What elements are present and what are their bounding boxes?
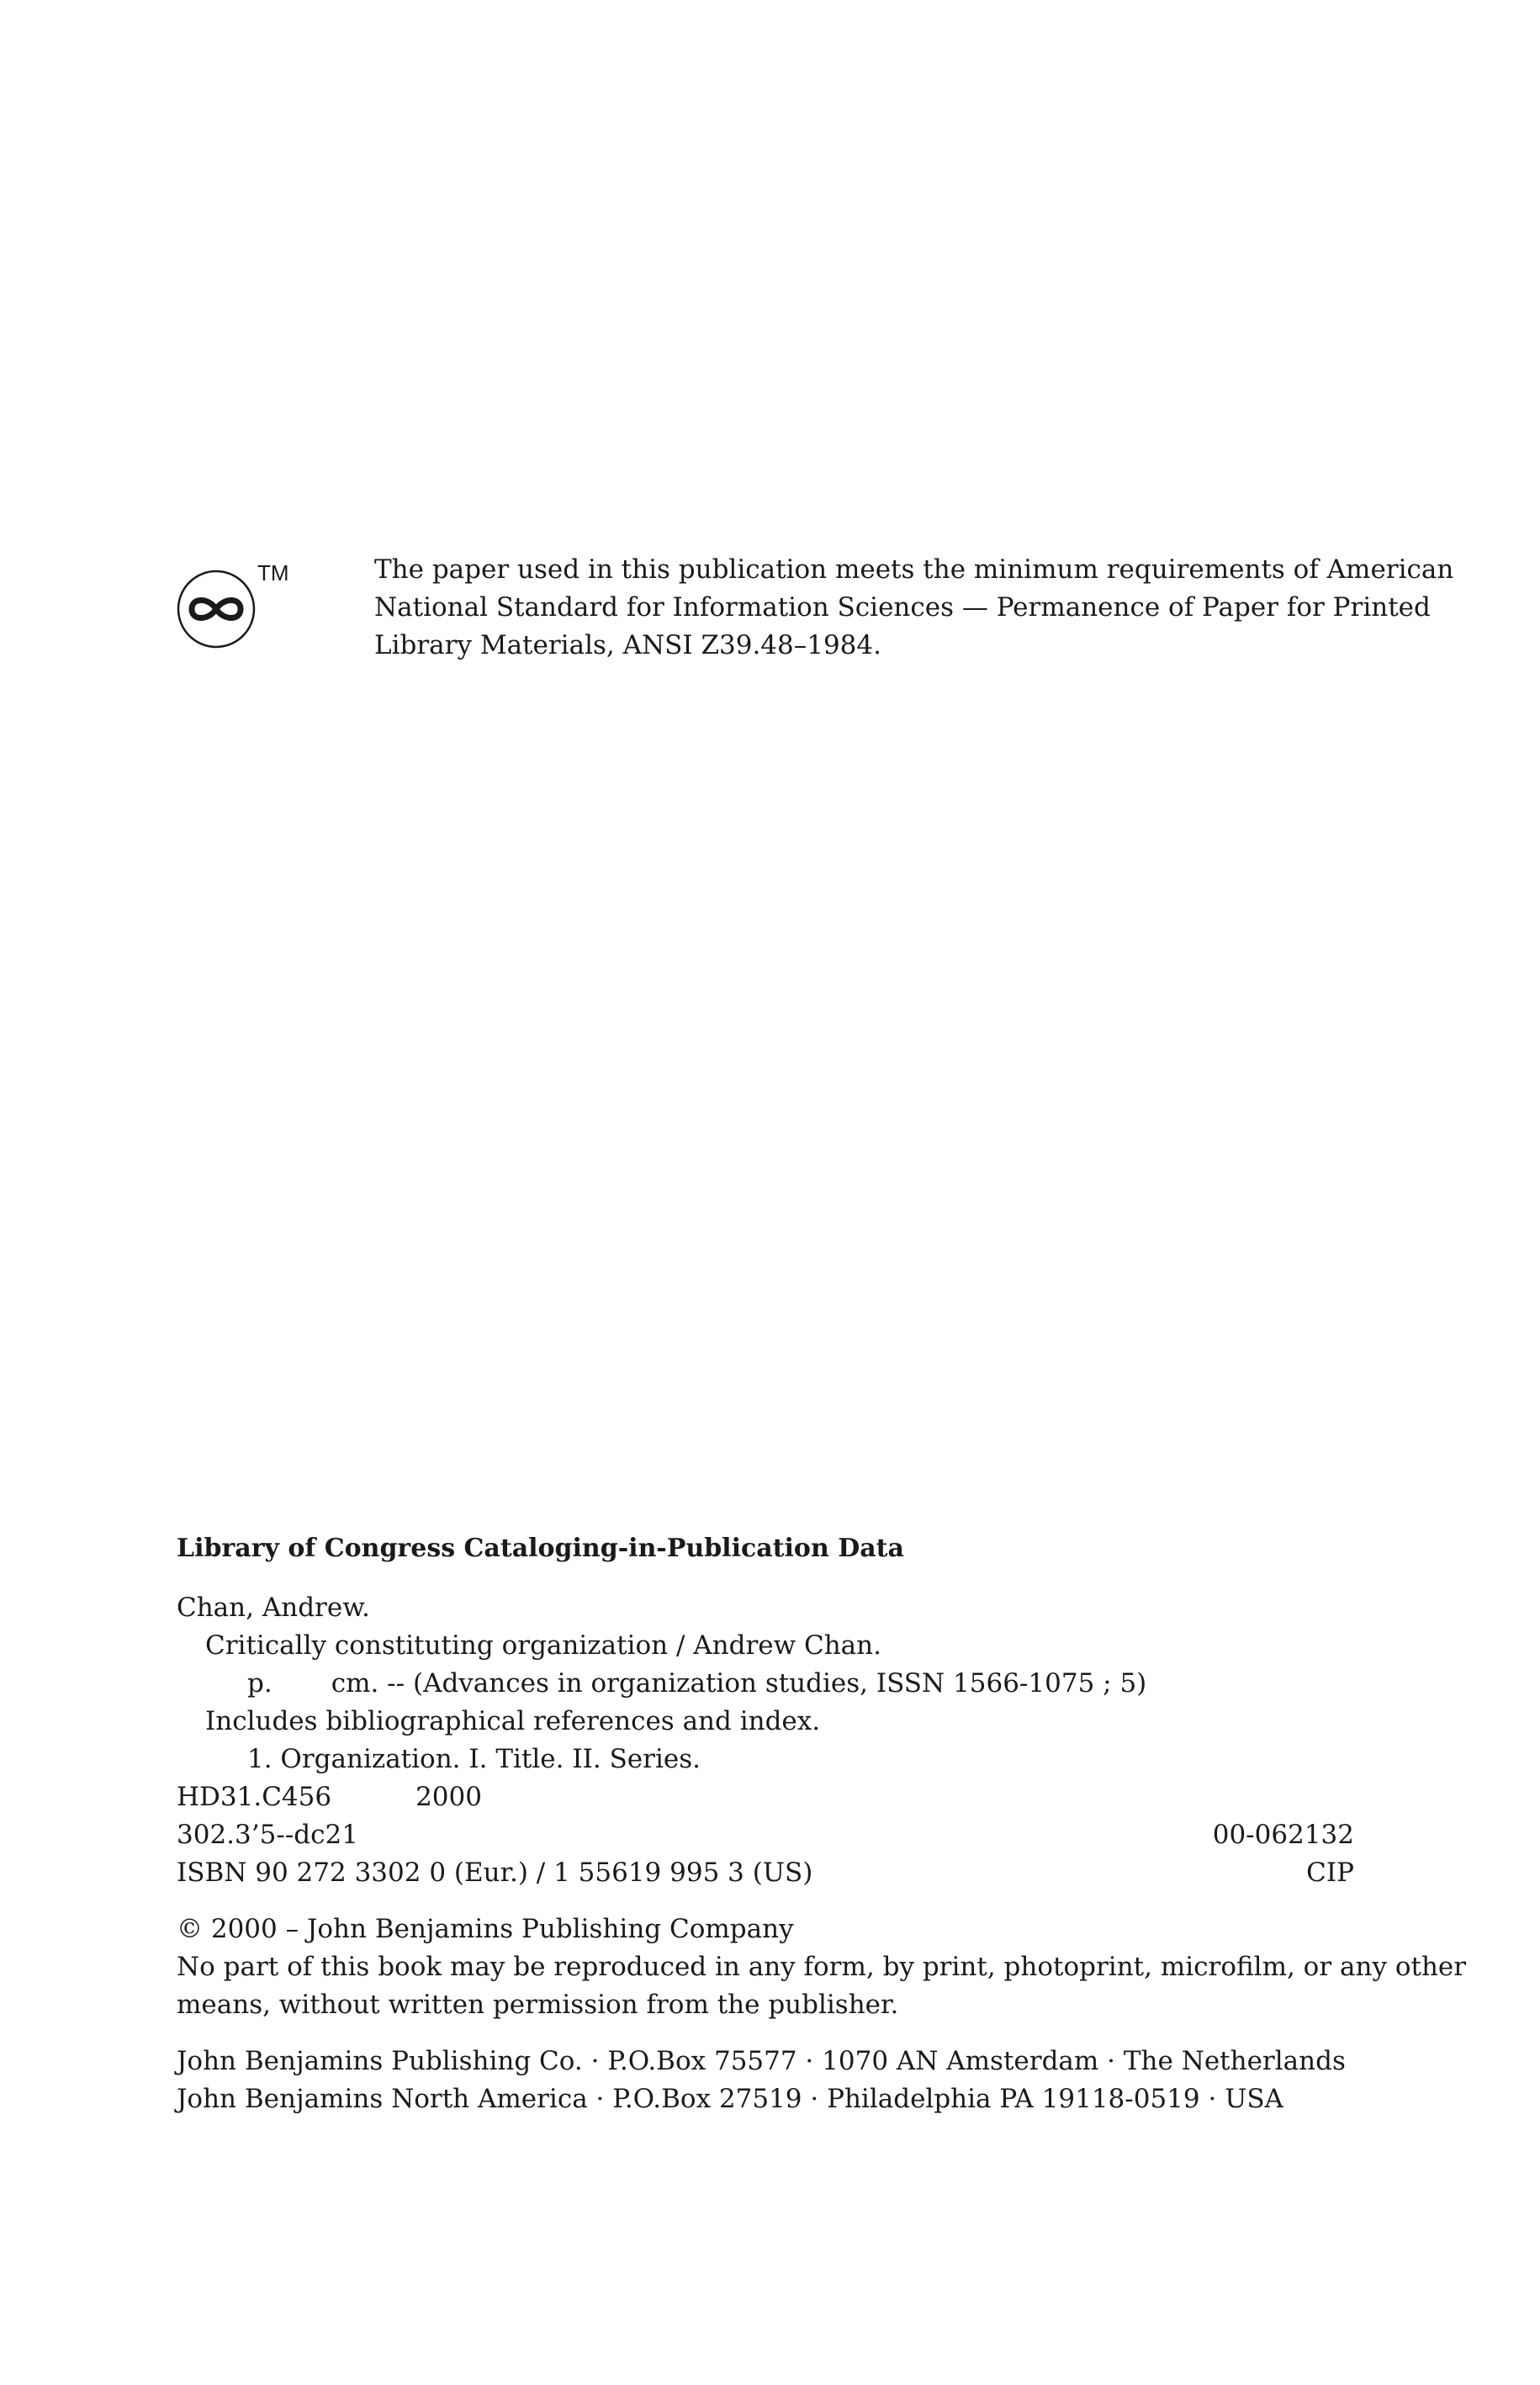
cip-block <box>177 1529 1467 2118</box>
rights-line: No part of this book may be reproduced in any form, by print, photoprint, microfilm, or any other <box>177 1952 1467 1982</box>
cip-isbn-row <box>177 1854 1354 1892</box>
cip-title: Critically constituting organization / Andrew Chan. <box>205 1630 881 1661</box>
notice-line: Library Materials, ANSI Z39.48–1984. <box>374 630 881 660</box>
cip-dewey: 302.3’5--dc21 <box>177 1820 358 1850</box>
publisher-address-usa: John Benjamins North America · P.O.Box 27519 · Philadelphia PA 19118-0519 · USA <box>177 2084 1283 2114</box>
cip-isbn: ISBN 90 272 3302 0 (Eur.) / 1 55619 995 3 (US) <box>177 1858 813 1888</box>
cip-physical-p: p. <box>247 1668 273 1699</box>
trademark-mark: TM <box>257 560 289 586</box>
cip-notes: Includes bibliographical references and index. <box>205 1706 821 1736</box>
cip-heading: Library of Congress Cataloging-in-Publication Data <box>177 1534 904 1563</box>
rights-line: means, without written permission from the publisher. <box>177 1990 899 2020</box>
cip-physical-description <box>177 1665 1354 1703</box>
paper-permanence-notice <box>177 551 1454 669</box>
cip-lc-year: 2000 <box>415 1782 482 1812</box>
cip-physical-rest: cm. -- (Advances in organization studies, ISSN 1566-1075 ; 5) <box>331 1668 1147 1699</box>
rights-statement <box>177 1948 1467 2024</box>
cip-subjects: 1. Organization. I. Title. II. Series. <box>247 1744 701 1774</box>
cip-label: CIP <box>1306 1858 1354 1888</box>
cip-lc-class: HD31.C456 <box>177 1782 332 1812</box>
notice-line: National Standard for Information Sciences — Permanence of Paper for Printed <box>374 592 1431 623</box>
notice-line: The paper used in this publication meets the minimum requirements of American <box>374 554 1454 585</box>
notice-text <box>374 551 1454 665</box>
cip-dewey-row <box>177 1816 1354 1854</box>
cip-lc-classification <box>177 1778 1354 1816</box>
publisher-address-europe: John Benjamins Publishing Co. · P.O.Box 75577 · 1070 AN Amsterdam · The Netherlands <box>177 2046 1346 2076</box>
cip-author: Chan, Andrew. <box>177 1593 370 1623</box>
copyright-line: © 2000 – John Benjamins Publishing Company <box>177 1914 794 1944</box>
cip-lccn: 00-062132 <box>1212 1820 1354 1850</box>
infinity-circle-icon <box>177 555 294 652</box>
